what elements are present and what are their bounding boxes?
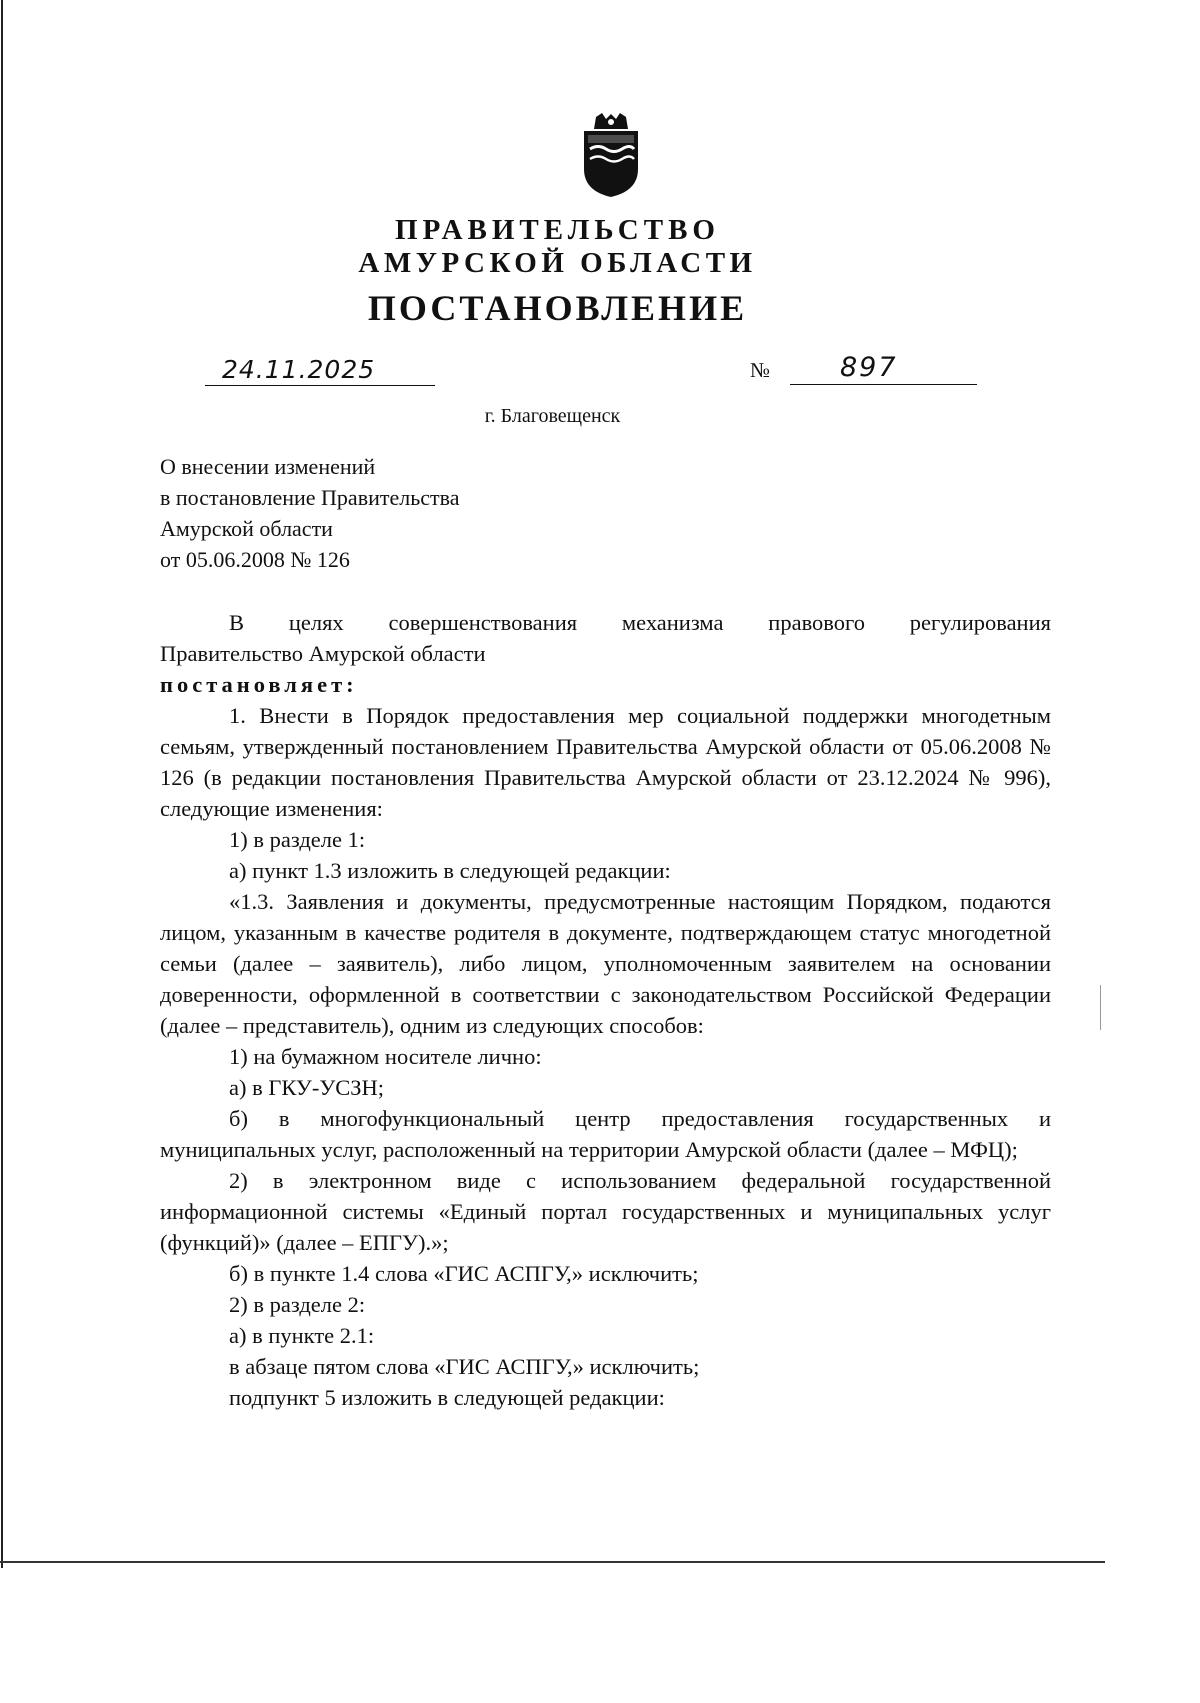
body-paragraph: 1) на бумажном носителе лично:: [229, 1044, 542, 1069]
government-title: ПРАВИТЕЛЬСТВО: [395, 214, 720, 246]
body-paragraph: б) в многофункциональный центр предоставления государственных и муниципальных услуг, расположенный на территории Амурской области (далее – МФЦ);: [160, 1106, 1051, 1162]
document-subject: [160, 451, 460, 575]
number-label: №: [750, 358, 771, 382]
document-body: [160, 607, 1051, 1413]
body-paragraph: 2) в разделе 2:: [229, 1292, 366, 1317]
subject-line: Амурской области: [160, 516, 333, 541]
body-paragraph: а) в пункте 2.1:: [229, 1323, 375, 1348]
body-paragraph: б) в пункте 1.4 слова «ГИС АСПГУ,» исключить;: [229, 1261, 699, 1286]
document-type: ПОСТАНОВЛЕНИЕ: [367, 288, 748, 328]
body-paragraph: 2) в электронном виде с использованием федеральной государственной информационной системы «Единый портал государственных и муниципальных услуг (функций)» (далее – ЕПГУ).»;: [160, 1168, 1051, 1255]
city: г. Благовещенск: [484, 405, 621, 427]
intro-paragraph: В целях совершенствования механизма правового регулирования: [229, 610, 1051, 635]
document-date: 24.11.2025: [222, 355, 376, 384]
coat-of-arms-icon: [578, 113, 644, 197]
number-underline: [790, 384, 977, 385]
subject-line: в постановление Правительства: [160, 485, 460, 510]
body-paragraph: а) в ГКУ-УСЗН;: [229, 1075, 385, 1100]
intro-paragraph: Правительство Амурской области: [160, 641, 486, 666]
body-paragraph: 1. Внести в Порядок предоставления мер социальной поддержки многодетным семьям, утвержденный постановлением Правительства Амурской области от 05.06.2008 № 126 (в редакции постановления Правительства Амурской области от 23.12.2024 № 996), следующие изменения:: [160, 703, 1051, 821]
region-title: АМУРСКОЙ ОБЛАСТИ: [358, 247, 757, 279]
body-paragraph: «1.3. Заявления и документы, предусмотренные настоящим Порядком, подаются лицом, указанным в качестве родителя в документе, подтверждающем статус многодетной семьи (далее – заявитель), либо лицом, уполномоченным заявителем на основании доверенности, оформленной в соответствии с законодательством Российской Федерации (далее – представитель), одним из следующих способов:: [160, 889, 1051, 1038]
scan-mark-right: [1100, 985, 1101, 1030]
document-number: 897: [840, 352, 898, 383]
body-paragraph: в абзаце пятом слова «ГИС АСПГУ,» исключить;: [229, 1354, 700, 1379]
body-paragraph: подпункт 5 изложить в следующей редакции:: [229, 1385, 665, 1410]
date-underline: [205, 385, 435, 386]
body-paragraph: а) пункт 1.3 изложить в следующей редакции:: [229, 858, 671, 883]
subject-line: О внесении изменений: [160, 454, 376, 479]
subject-line: от 05.06.2008 № 126: [160, 547, 350, 572]
scan-edge-bottom: [0, 1561, 1105, 1563]
resolves-heading: постановляет:: [160, 672, 358, 697]
body-paragraph: 1) в разделе 1:: [229, 827, 366, 852]
